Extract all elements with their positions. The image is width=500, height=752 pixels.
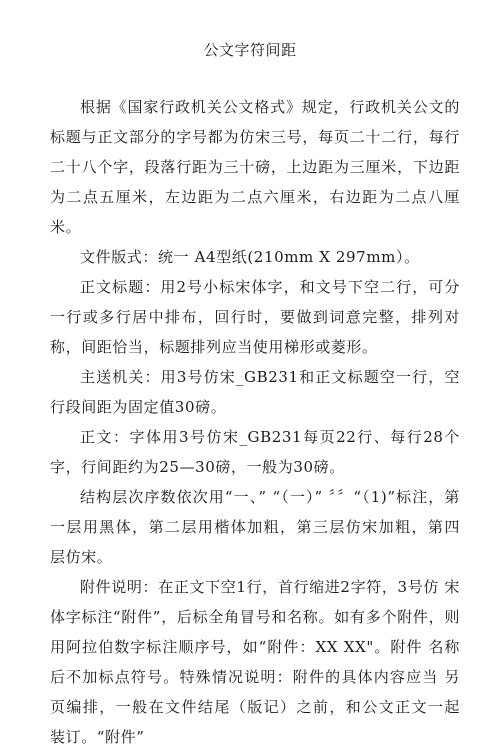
document-title: 公文字符间距	[203, 41, 297, 59]
paragraph-title-rules: 正文标题：用2号小标宋体字，和文号下空二行，可分 一行或多行居中排布，回行时，要做到词意完整，排列对称，间距恰当，标题排列应当使用梯形或菱形。	[50, 278, 460, 356]
paragraph-recipient-rules: 主送机关：用3号仿宋_GB231和正文标题空一行，空 行段间距为固定值30磅。	[50, 368, 460, 416]
paragraph-body-text-rules: 正文：字体用3号仿宋_GB231每页22行、每行28个 字，行间距约为25—30磅，一般为30磅。	[50, 428, 460, 476]
paragraph-heading-levels: 结构层次序数依次用“一、” “（一）” 〞〞“（1)”标注，第一层用黑体，第二层用楷体加粗，第三层仿宋加粗，第四 层仿宋。	[50, 488, 460, 566]
document-body	[50, 92, 460, 752]
paragraph-paper-size: 文件版式：统一 A4型纸(210mm X 297mm）。	[80, 248, 420, 266]
paragraph-format-rules: 根据《国家行政机关公文格式》规定，行政机关公文的 标题与正文部分的字号都为仿宋三号，每页二十二行，每行 二十八个字，段落行距为三十磅，上边距为三厘米，下边距 为二点五厘米，左边距为二点六厘米，右边距为二点八厘米。	[50, 98, 460, 236]
paragraph-attachment-rules: 附件说明：在正文下空1行，首行缩进2字符，3号仿 宋体字标注“附件”，后标全角冒号和名称。如有多个附件，则用阿拉伯数字标注顺序号，如“附件：XX XX"。附件 名称后不加标点符号。特殊情况说明：附件的具体内容应当 另页编排，一般在文件结尾（版记）之前，和公文正文一起 装订。“附件”	[50, 578, 460, 746]
